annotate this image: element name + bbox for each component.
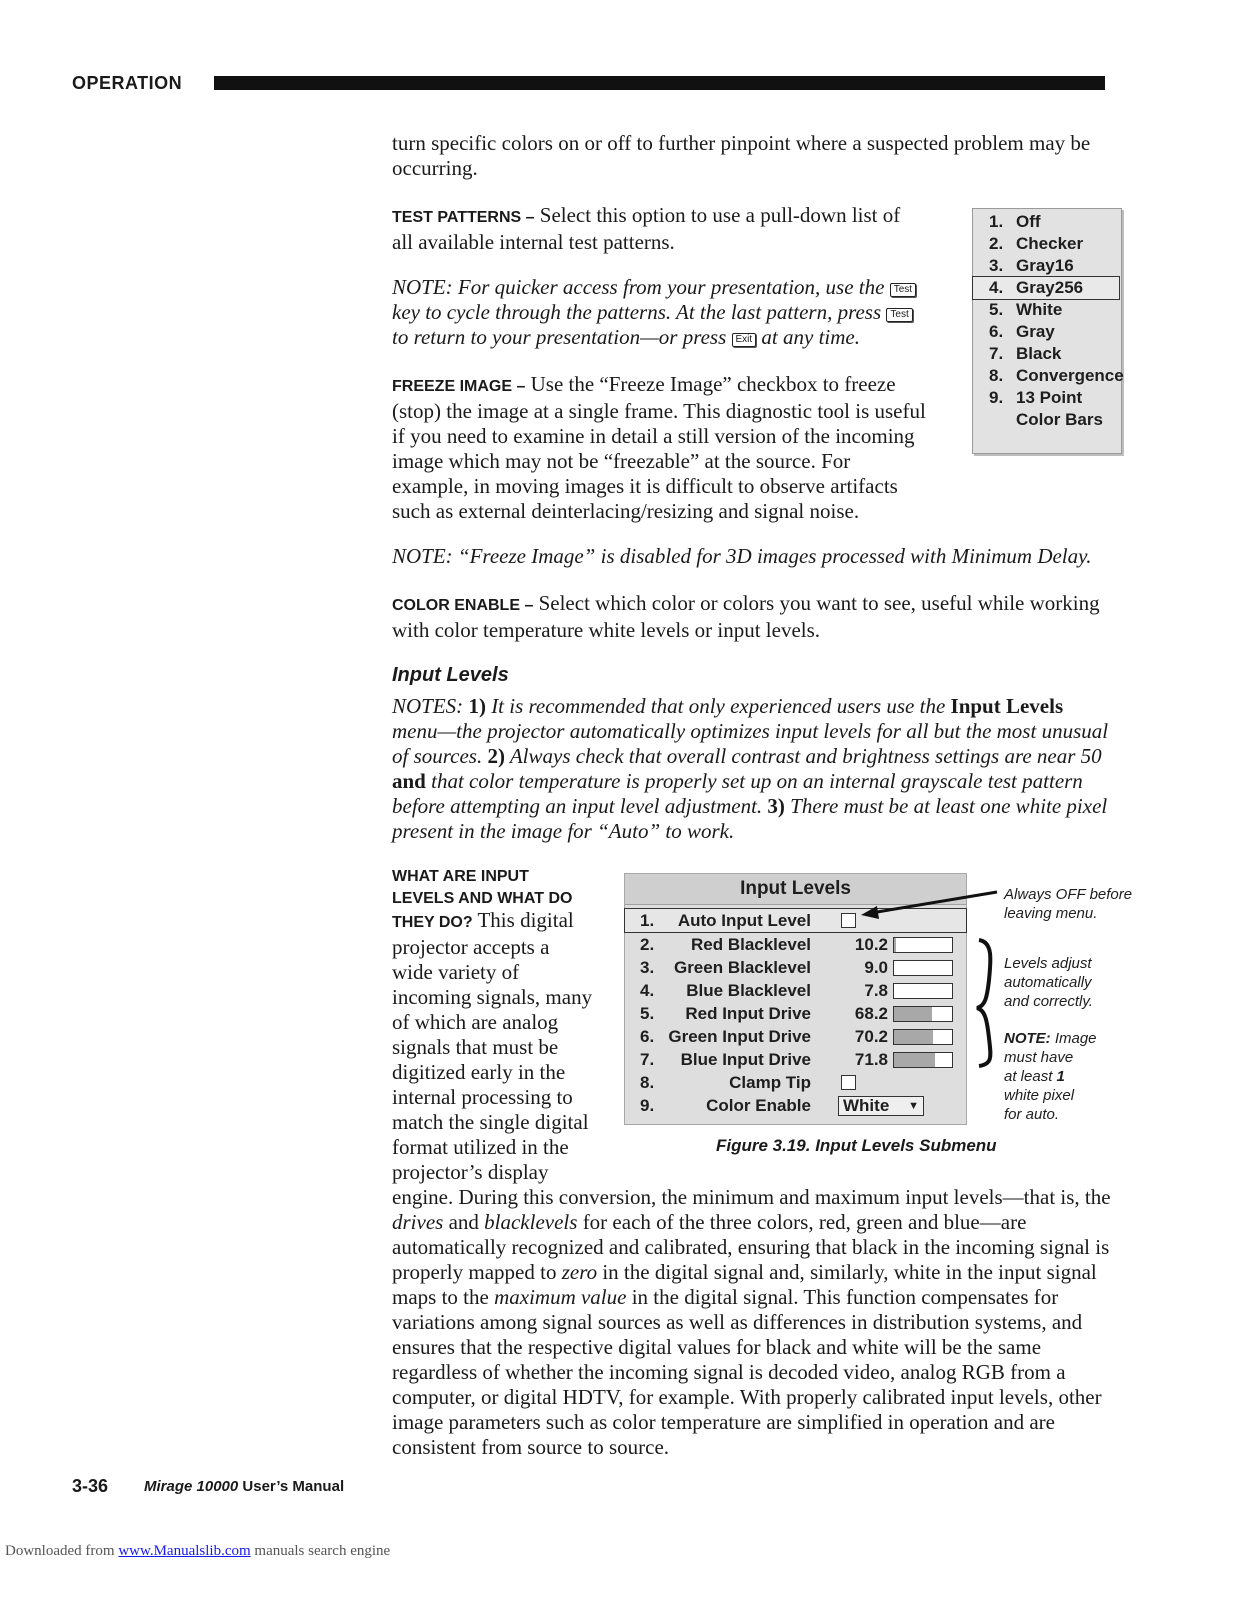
input-levels-body: engine. During this conversion, the minimum and maximum input levels—that is, the drives and blacklevels for each of the three colors, red, green and blue—are automatically recognized and calibrated, ensuring that black in the incoming signal is properly mapped to zero in the digital signal and, similarly, white in the input signal maps to the maximum value in the digital signal. This function compensates for variations among signal sources as well as differences in distribution systems, and ensures that the respective digital values for black and white will be the same regardless of whether the incoming signal is decoded video, analog RGB from a computer, or digital HDTV, for example. With properly calibrated input levels, other image parameters such as color temperature are simplified in operation and are consistent from source to source. (392, 1185, 1111, 1459)
list-item[interactable]: 8. Convergence (989, 366, 1124, 385)
test-key-icon: Test (886, 308, 912, 322)
list-item[interactable]: 6. Gray (989, 322, 1055, 341)
page-number: 3-36 (72, 1476, 109, 1496)
auto-input-level-checkbox[interactable] (841, 913, 856, 928)
list-item[interactable]: 2. Checker (989, 234, 1084, 253)
list-item[interactable]: 5. White (989, 300, 1063, 319)
what-are-input-levels: WHAT ARE INPUT LEVELS AND WHAT DO THEY DO? This digital projector accepts a wide variety of incoming signals, many of which are analog signals that must be digitized early in the internal processing to match the single digital format utilized in the projector’s display (392, 868, 593, 1184)
menu-row-clamp-tip[interactable]: 8. Clamp Tip (625, 1071, 966, 1094)
list-item[interactable]: 7. Black (989, 344, 1062, 363)
dropdown-arrow-icon: ▼ (908, 1100, 919, 1112)
test-key-note: NOTE: For quicker access from your presentation, use the Test key to cycle through the patterns. At the last pattern, press Test to return to your presentation—or press Exit at any time. (392, 275, 962, 350)
menu-row-color-enable[interactable]: 9. Color Enable White ▼ (625, 1094, 966, 1117)
freeze-note: NOTE: “Freeze Image” is disabled for 3D images processed with Minimum Delay. (392, 544, 1092, 568)
color-enable-select[interactable]: White ▼ (838, 1096, 924, 1116)
menu-title: Input Levels (625, 874, 966, 905)
menu-row-blue-blacklevel[interactable]: 4. Blue Blacklevel 7.8 (625, 979, 966, 1002)
menu-row-green-blacklevel[interactable]: 3. Green Blacklevel 9.0 (625, 956, 966, 979)
clamp-tip-checkbox[interactable] (841, 1075, 856, 1090)
list-item-selected[interactable]: 4. Gray256 (973, 277, 1119, 299)
curly-brace-icon (977, 940, 990, 1066)
section-header: OPERATION (72, 73, 183, 93)
callout-note-white-pixel: NOTE: Image must have at least 1 white pixel for auto. (1004, 1030, 1097, 1123)
header-rule (214, 76, 1105, 90)
color-enable-paragraph: COLOR ENABLE – Select which color or colors you want to see, useful while working with color temperature white levels or input levels. (392, 591, 1100, 642)
test-patterns-paragraph: TEST PATTERNS – Select this option to use a pull-down list of all available internal test patterns. (392, 203, 901, 254)
list-item[interactable]: Color Bars (1016, 410, 1103, 429)
callout-arrow-icon (861, 892, 997, 919)
menu-row-red-blacklevel[interactable]: 2. Red Blacklevel 10.2 (625, 933, 966, 956)
menu-row-auto-input-level[interactable]: 1. Auto Input Level (625, 909, 966, 932)
intro-text: turn specific colors on or off to further pinpoint where a suspected problem may be occurring. (392, 131, 1091, 180)
menu-row-red-input-drive[interactable]: 5. Red Input Drive 68.2 (625, 1002, 966, 1025)
manualslib-link[interactable]: www.Manualslib.com (118, 1543, 251, 1559)
color-enable-label: COLOR ENABLE – (392, 597, 534, 614)
list-item[interactable]: 3. Gray16 (989, 256, 1074, 275)
list-item[interactable]: 1. Off (989, 212, 1041, 231)
test-key-icon: Test (890, 283, 916, 297)
download-footer: Downloaded from www.Manualslib.com manuals search engine (5, 1543, 391, 1559)
callout-always-off: Always OFF before leaving menu. (1004, 886, 1133, 922)
callout-graphics (855, 880, 1005, 1080)
exit-key-icon: Exit (732, 333, 757, 347)
manual-title: Mirage 10000 User’s Manual (144, 1478, 345, 1495)
list-item[interactable]: 9. 13 Point (989, 388, 1083, 407)
input-levels-notes: NOTES: 1) It is recommended that only experienced users use the Input Levels menu—the projector automatically optimizes input levels for all but the most unusual of sources. 2) Always check that overall contrast and brightness settings are near 50 and that color temperature is properly set up on an internal grayscale test pattern before attempting an input level adjustment. 3) There must be at least one white pixel present in the image for “Auto” to work. (392, 694, 1109, 843)
menu-row-blue-input-drive[interactable]: 7. Blue Input Drive 71.8 (625, 1048, 966, 1071)
freeze-image-label: FREEZE IMAGE – (392, 378, 526, 395)
callout-levels-adjust: Levels adjust automatically and correctly. (1004, 955, 1093, 1010)
figure-caption: Figure 3.19. Input Levels Submenu (716, 1136, 997, 1155)
freeze-image-paragraph: FREEZE IMAGE – Use the “Freeze Image” checkbox to freeze (stop) the image at a single frame. This diagnostic tool is useful if you need to examine in detail a still version of the incoming image which may not be “freezable” at the source. For example, in moving images it is difficult to observe artifacts such as external deinterlacing/resizing and signal noise. (392, 372, 926, 523)
menu-row-green-input-drive[interactable]: 6. Green Input Drive 70.2 (625, 1025, 966, 1048)
test-patterns-label: TEST PATTERNS – (392, 209, 535, 226)
test-pattern-list (972, 208, 1122, 454)
input-levels-heading: Input Levels (392, 664, 509, 686)
